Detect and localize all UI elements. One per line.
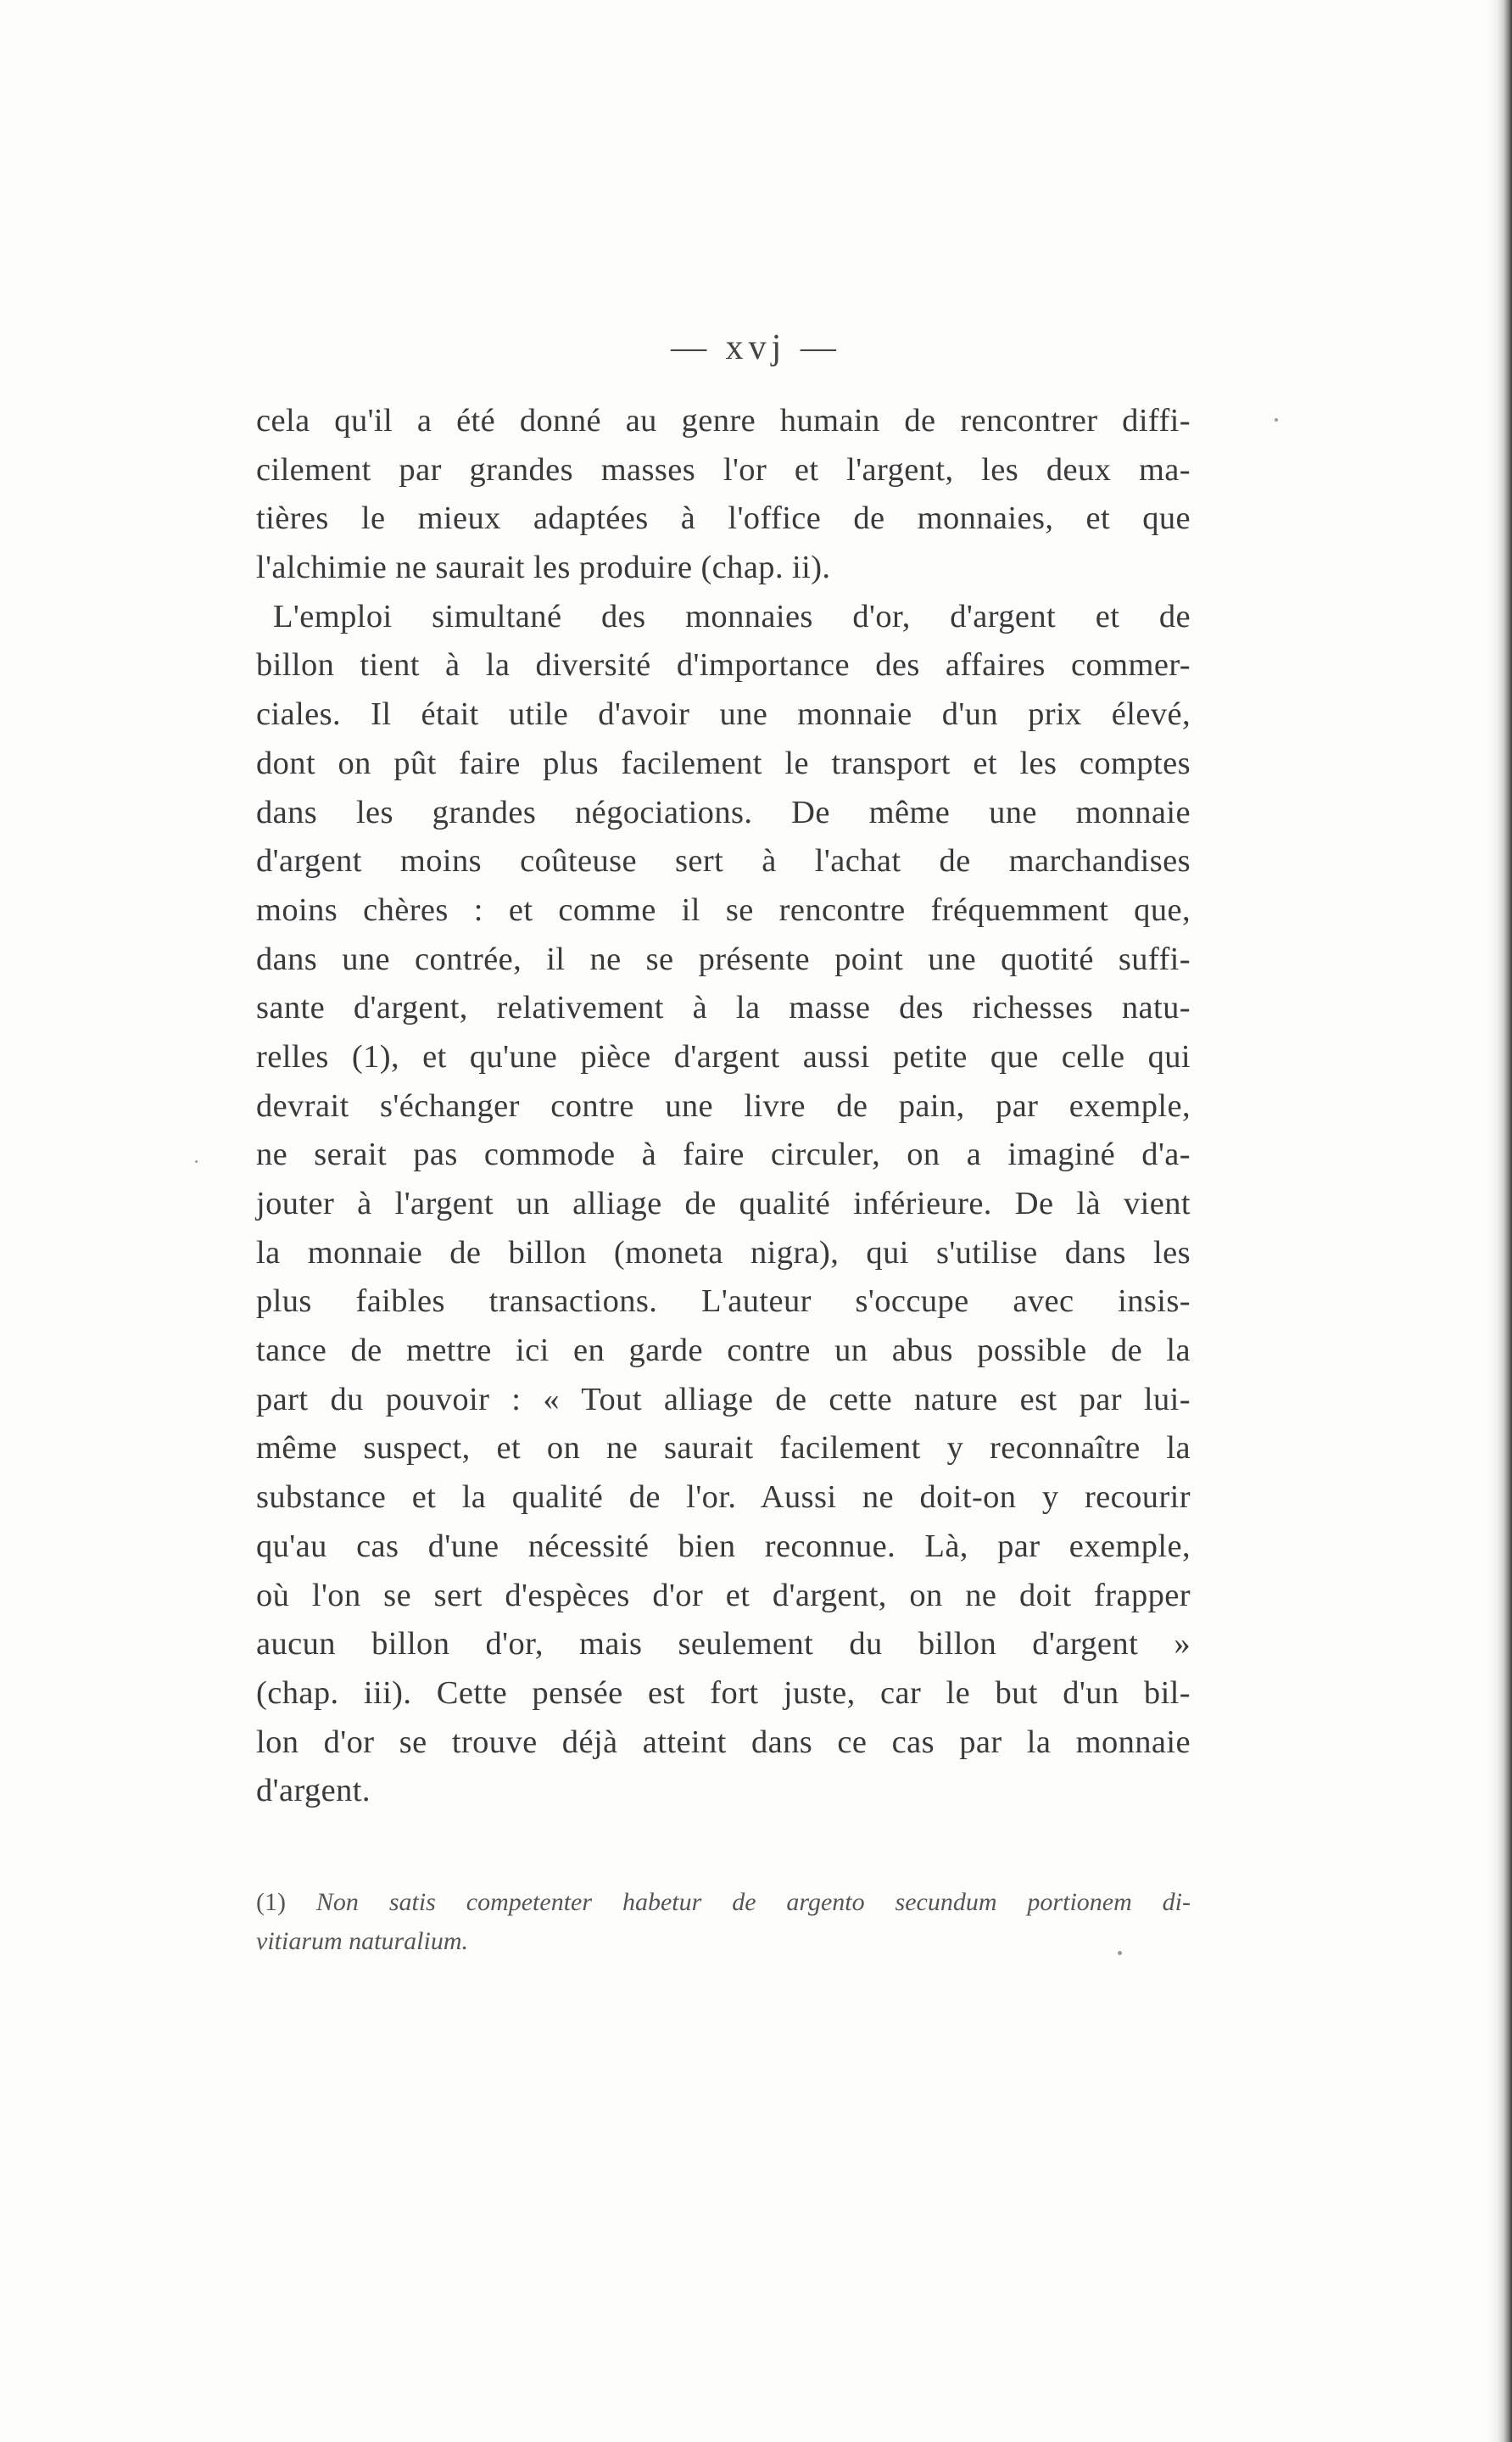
body-line: relles (1), et qu'une pièce d'argent aussi petite que celle qui: [256, 1038, 1191, 1075]
footnote: [256, 1883, 1191, 1961]
body-line: d'argent.: [256, 1773, 371, 1809]
body-line: l'alchimie ne saurait les produire (chap. ii).: [256, 550, 831, 586]
body-line: plus faibles transactions. L'auteur s'occupe avec insis-: [256, 1283, 1191, 1320]
body-line: d'argent moins coûteuse sert à l'achat de marchandises: [256, 843, 1191, 880]
body-line: où l'on se sert d'espèces d'or et d'argent, on ne doit frapper: [256, 1577, 1191, 1613]
body-line: lon d'or se trouve déjà atteint dans ce cas par la monnaie: [256, 1724, 1191, 1760]
body-line: cilement par grandes masses l'or et l'argent, les deux ma-: [256, 451, 1191, 488]
footnote-line: [256, 1883, 1191, 1922]
body-line: (chap. iii). Cette pensée est fort juste, car le but d'un bil-: [256, 1674, 1191, 1711]
body-line: cela qu'il a été donné au genre humain de rencontrer diffi-: [256, 403, 1191, 439]
body-line: sante d'argent, relativement à la masse des richesses natu-: [256, 990, 1191, 1026]
body-text: [256, 397, 1191, 1816]
body-line: tance de mettre ici en garde contre un abus possible de la: [256, 1333, 1191, 1369]
body-line: la monnaie de billon (moneta nigra), qui s'utilise dans les: [256, 1234, 1191, 1271]
body-line: qu'au cas d'une nécessité bien reconnue. Là, par exemple,: [256, 1528, 1191, 1564]
footnote-text: Non satis competenter habetur de argento secundum portionem di-: [315, 1888, 1191, 1916]
paper-speck: [1275, 418, 1278, 422]
body-line: L'emploi simultané des monnaies d'or, d'argent et de: [273, 598, 1191, 634]
footnote-mark: (1): [256, 1888, 286, 1916]
body-line: billon tient à la diversité d'importance des affaires commer-: [256, 647, 1191, 684]
body-line: tières le mieux adaptées à l'office de monnaies, et que: [256, 500, 1191, 537]
body-line: moins chères : et comme il se rencontre fréquemment que,: [256, 891, 1191, 928]
page-number-header: — xvj —: [671, 328, 841, 367]
body-line: devrait s'échanger contre une livre de pain, par exemple,: [256, 1087, 1191, 1124]
paper-speck: [195, 1160, 198, 1163]
paper-speck: [1118, 1951, 1122, 1955]
footnote-line: vitiarum naturalium.: [256, 1927, 469, 1955]
body-line: substance et la qualité de l'or. Aussi ne doit-on y recourir: [256, 1479, 1191, 1516]
body-line: même suspect, et on ne saurait facilement y reconnaître la: [256, 1430, 1191, 1467]
body-line: dans les grandes négociations. De même une monnaie: [256, 794, 1191, 830]
body-line: aucun billon d'or, mais seulement du billon d'argent »: [256, 1626, 1191, 1662]
body-line: part du pouvoir : « Tout alliage de cette nature est par lui-: [256, 1381, 1191, 1417]
body-line: dans une contrée, il ne se présente point une quotité suffi-: [256, 941, 1191, 977]
body-line: jouter à l'argent un alliage de qualité inférieure. De là vient: [256, 1186, 1191, 1221]
body-line: ciales. Il était utile d'avoir une monnaie d'un prix élevé,: [256, 696, 1191, 733]
body-line: dont on pût faire plus facilement le transport et les comptes: [256, 745, 1191, 781]
body-line: ne serait pas commode à faire circuler, on a imaginé d'a-: [256, 1137, 1191, 1173]
